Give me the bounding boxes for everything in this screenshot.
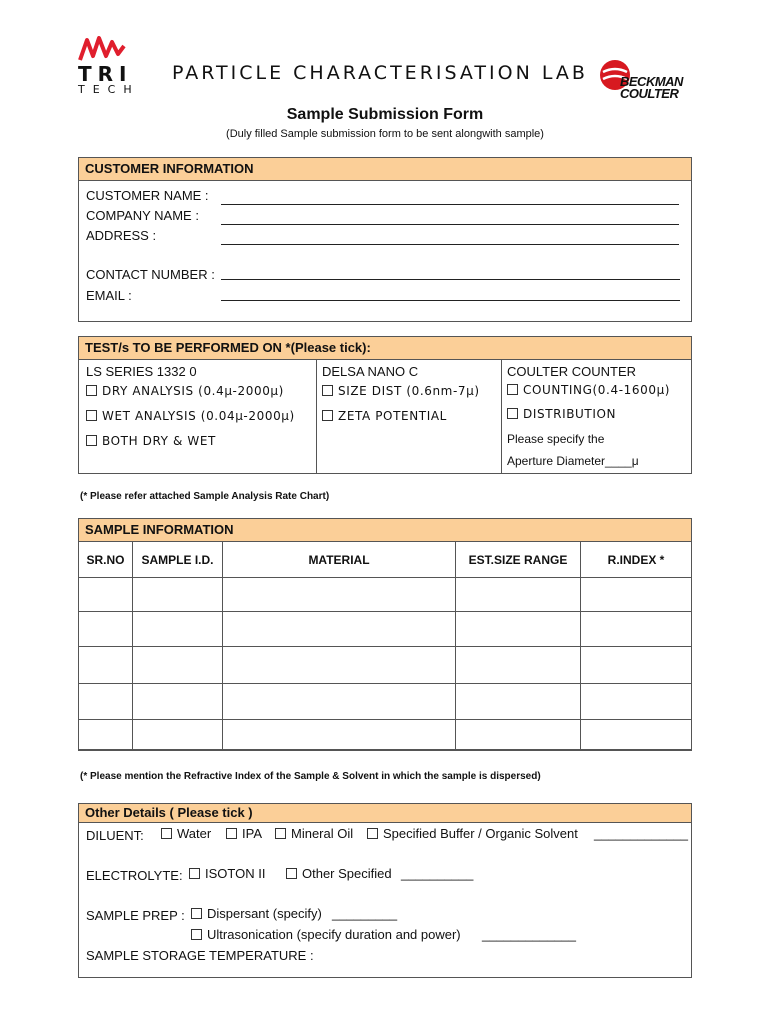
- table-cell[interactable]: [456, 578, 581, 612]
- contact-number-field[interactable]: [221, 279, 680, 280]
- tests-column-divider: [316, 359, 317, 473]
- sample-table-header-row: [79, 542, 692, 578]
- tritech-logo: [78, 36, 138, 96]
- table-cell[interactable]: [223, 684, 456, 720]
- table-cell[interactable]: [79, 612, 133, 647]
- column-header: SR.NO: [79, 542, 133, 578]
- both-dry-wet-checkbox[interactable]: [86, 435, 97, 446]
- form-title: Sample Submission Form: [286, 106, 484, 123]
- column-header: SAMPLE I.D.: [133, 542, 223, 578]
- table-cell[interactable]: [223, 612, 456, 647]
- delsa-nano-title: DELSA NANO C: [322, 364, 419, 379]
- other-details-heading: Other Details ( Please tick ): [79, 804, 691, 823]
- water-checkbox[interactable]: [161, 828, 172, 839]
- dispersant-specify-field[interactable]: _________: [332, 906, 398, 921]
- tritech-logo-tri: TRI: [78, 62, 133, 86]
- electrolyte-specify-field[interactable]: __________: [401, 866, 474, 881]
- electrolyte-label: ELECTROLYTE:: [86, 868, 183, 883]
- size-dist-label: SIZE DIST (0.6nm-7μ): [338, 384, 480, 398]
- zeta-potential-checkbox[interactable]: [322, 410, 333, 421]
- isoton-checkbox[interactable]: [189, 868, 200, 879]
- table-row: [79, 612, 692, 647]
- column-header: R.INDEX *: [581, 542, 692, 578]
- other-details-section: [78, 803, 692, 978]
- beckman-logo-line2: COULTER: [620, 86, 679, 101]
- water-label: Water: [177, 826, 212, 841]
- both-dry-wet-option[interactable]: [86, 434, 216, 448]
- diluent-water-option[interactable]: [161, 826, 211, 841]
- tests-column-divider: [501, 359, 502, 473]
- distribution-checkbox[interactable]: [507, 408, 518, 419]
- buffer-label: Specified Buffer / Organic Solvent: [383, 826, 578, 841]
- rate-chart-note: (* Please refer attached Sample Analysis Rate Chart): [80, 491, 330, 502]
- dry-analysis-option[interactable]: [86, 384, 284, 398]
- sample-table: [78, 541, 692, 750]
- mineral-oil-label: Mineral Oil: [291, 826, 354, 841]
- ipa-checkbox[interactable]: [226, 828, 237, 839]
- diluent-label: DILUENT:: [86, 828, 144, 843]
- distribution-label: DISTRIBUTION: [523, 407, 617, 421]
- sample-information-section: [78, 518, 692, 751]
- address-field[interactable]: [221, 244, 679, 245]
- diluent-specify-field[interactable]: _____________: [594, 826, 688, 841]
- zeta-potential-option[interactable]: [322, 409, 447, 423]
- dispersant-label: Dispersant (specify): [207, 906, 322, 921]
- table-cell[interactable]: [456, 612, 581, 647]
- email-field[interactable]: [221, 300, 680, 301]
- table-cell[interactable]: [456, 647, 581, 684]
- tritech-logo-tech: TECH: [78, 83, 140, 96]
- customer-information-heading: CUSTOMER INFORMATION: [79, 158, 691, 181]
- table-cell[interactable]: [581, 684, 692, 720]
- wet-analysis-checkbox[interactable]: [86, 410, 97, 421]
- electrolyte-isoton-option[interactable]: [189, 866, 265, 881]
- ultrasonication-specify-field[interactable]: _____________: [482, 927, 576, 942]
- lab-title: PARTICLE CHARACTERISATION LAB: [172, 62, 588, 84]
- table-cell[interactable]: [223, 578, 456, 612]
- customer-information-section: [78, 157, 692, 322]
- table-cell[interactable]: [581, 647, 692, 684]
- customer-name-field[interactable]: [221, 204, 679, 205]
- tritech-wave-icon: [78, 36, 128, 62]
- tests-heading: TEST/s TO BE PERFORMED ON *(Please tick):: [79, 337, 691, 360]
- ipa-label: IPA: [242, 826, 262, 841]
- diluent-buffer-option[interactable]: [367, 826, 578, 841]
- electrolyte-other-option[interactable]: [286, 866, 392, 881]
- refractive-index-note: (* Please mention the Refractive Index of the Sample & Solvent in which the sample is dispersed): [80, 771, 541, 782]
- counting-checkbox[interactable]: [507, 384, 518, 395]
- ls-series-title: LS SERIES 1332 0: [86, 364, 197, 379]
- table-cell[interactable]: [133, 647, 223, 684]
- sample-information-heading: SAMPLE INFORMATION: [79, 519, 691, 542]
- table-cell[interactable]: [133, 720, 223, 750]
- table-cell[interactable]: [456, 684, 581, 720]
- ultrasonication-checkbox[interactable]: [191, 929, 202, 940]
- table-row: [79, 720, 692, 750]
- table-cell[interactable]: [133, 578, 223, 612]
- diluent-ipa-option[interactable]: [226, 826, 262, 841]
- counting-label: COUNTING(0.4-1600μ): [523, 383, 671, 397]
- table-row: [79, 578, 692, 612]
- both-dry-wet-label: BOTH DRY & WET: [102, 434, 216, 448]
- email-label: EMAIL :: [86, 288, 132, 303]
- company-name-field[interactable]: [221, 224, 679, 225]
- table-cell[interactable]: [79, 578, 133, 612]
- size-dist-checkbox[interactable]: [322, 385, 333, 396]
- counting-option[interactable]: [507, 383, 670, 397]
- buffer-checkbox[interactable]: [367, 828, 378, 839]
- table-row: [79, 684, 692, 720]
- table-cell[interactable]: [581, 720, 692, 750]
- distribution-option[interactable]: [507, 407, 616, 421]
- aperture-note-line2: Aperture Diameter____μ: [507, 454, 639, 468]
- form-subtitle: (Duly filled Sample submission form to be sent alongwith sample): [226, 128, 544, 140]
- table-cell[interactable]: [581, 612, 692, 647]
- table-row: [79, 647, 692, 684]
- wet-analysis-option[interactable]: [86, 409, 295, 423]
- company-name-label: COMPANY NAME :: [86, 208, 199, 223]
- column-header: MATERIAL: [223, 542, 456, 578]
- dry-analysis-checkbox[interactable]: [86, 385, 97, 396]
- table-cell[interactable]: [133, 684, 223, 720]
- other-specified-label: Other Specified: [302, 866, 392, 881]
- ultrasonication-option[interactable]: [191, 927, 461, 942]
- table-cell[interactable]: [79, 684, 133, 720]
- address-label: ADDRESS :: [86, 228, 157, 243]
- dispersant-checkbox[interactable]: [191, 908, 202, 919]
- table-cell[interactable]: [456, 720, 581, 750]
- customer-name-label: CUSTOMER NAME :: [86, 188, 209, 203]
- dispersant-option[interactable]: [191, 906, 322, 921]
- beckman-logo-line1: BECKMAN: [620, 74, 683, 89]
- column-header: EST.SIZE RANGE: [456, 542, 581, 578]
- tests-section: [78, 336, 692, 474]
- other-specified-checkbox[interactable]: [286, 868, 297, 879]
- table-cell[interactable]: [581, 578, 692, 612]
- storage-temperature-label: SAMPLE STORAGE TEMPERATURE :: [86, 948, 314, 963]
- aperture-note-line1: Please specify the: [507, 432, 605, 446]
- table-cell[interactable]: [79, 720, 133, 750]
- diluent-mineral-oil-option[interactable]: [275, 826, 353, 841]
- size-dist-option[interactable]: [322, 384, 480, 398]
- sample-prep-label: SAMPLE PREP :: [86, 908, 185, 923]
- dry-analysis-label: DRY ANALYSIS (0.4μ-2000μ): [102, 384, 284, 398]
- ultrasonication-label: Ultrasonication (specify duration and power): [207, 927, 461, 942]
- isoton-label: ISOTON II: [205, 866, 266, 881]
- coulter-counter-title: COULTER COUNTER: [507, 364, 637, 379]
- zeta-potential-label: ZETA POTENTIAL: [338, 409, 447, 423]
- table-cell[interactable]: [223, 647, 456, 684]
- table-cell[interactable]: [79, 647, 133, 684]
- mineral-oil-checkbox[interactable]: [275, 828, 286, 839]
- beckman-coulter-logo: [598, 56, 694, 104]
- wet-analysis-label: WET ANALYSIS (0.04μ-2000μ): [102, 409, 295, 423]
- table-cell[interactable]: [223, 720, 456, 750]
- table-cell[interactable]: [133, 612, 223, 647]
- contact-number-label: CONTACT NUMBER :: [86, 267, 215, 282]
